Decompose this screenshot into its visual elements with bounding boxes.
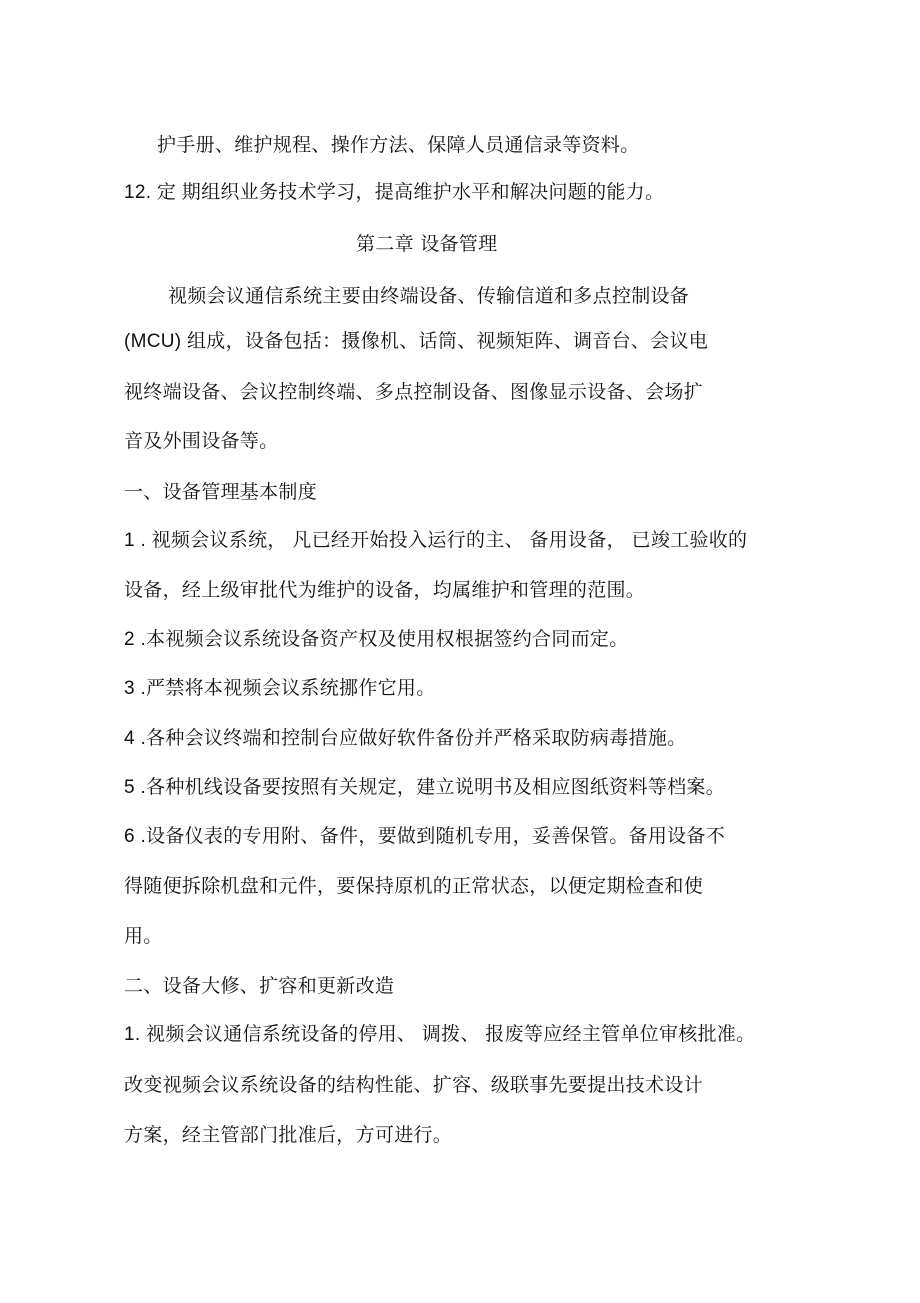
- paragraph-line-1: 视频会议通信系统主要由终端设备、传输信道和多点控制设备: [168, 285, 690, 307]
- section2-item-1-cont-1: 改变视频会议系统设备的结构性能、扩容、级联事先要提出技术设计: [124, 1074, 704, 1096]
- paragraph-line-2: (MCU) 组成，设备包括：摄像机、话筒、视频矩阵、调音台、会议电: [124, 331, 709, 352]
- list-item-2: 2 .本视频会议系统设备资产权及使用权根据签约合同而定。: [124, 629, 629, 650]
- list-item-6-cont-2: 用。: [124, 925, 163, 947]
- section-heading-1: 一、设备管理基本制度: [124, 481, 318, 503]
- list-item-6: 6 .设备仪表的专用附、备件，要做到随机专用，妥善保管。备用设备不: [124, 826, 726, 847]
- list-item-1: 1 . 视频会议系统， 凡已经开始投入运行的主、 备用设备， 已竣工验收的: [124, 530, 748, 551]
- paragraph-line-3: 视终端设备、会议控制终端、多点控制设备、图像显示设备、会场扩: [124, 381, 704, 403]
- list-item-1-cont: 设备，经上级审批代为维护的设备，均属维护和管理的范围。: [124, 579, 646, 601]
- list-item-6-cont-1: 得随便拆除机盘和元件，要保持原机的正常状态，以便定期检查和使: [124, 875, 704, 897]
- text-line-continuation: 护手册、维护规程、操作方法、保障人员通信录等资料。: [157, 134, 640, 156]
- section2-item-1-cont-2: 方案，经主管部门批准后，方可进行。: [124, 1124, 453, 1146]
- section2-item-1: 1. 视频会议通信系统设备的停用、 调拨、 报废等应经主管单位审核批准。: [124, 1024, 756, 1045]
- list-item-12: 12. 定 期组织业务技术学习，提高维护水平和解决问题的能力。: [124, 182, 665, 203]
- paragraph-line-4: 音及外围设备等。: [124, 430, 279, 452]
- list-item-3: 3 .严禁将本视频会议系统挪作它用。: [124, 678, 436, 699]
- list-item-4: 4 .各种会议终端和控制台应做好软件备份并严格采取防病毒措施。: [124, 728, 687, 749]
- list-item-5: 5 .各种机线设备要按照有关规定，建立说明书及相应图纸资料等档案。: [124, 777, 726, 798]
- chapter-heading: 第二章 设备管理: [356, 233, 498, 255]
- section-heading-2: 二、设备大修、扩容和更新改造: [124, 975, 395, 997]
